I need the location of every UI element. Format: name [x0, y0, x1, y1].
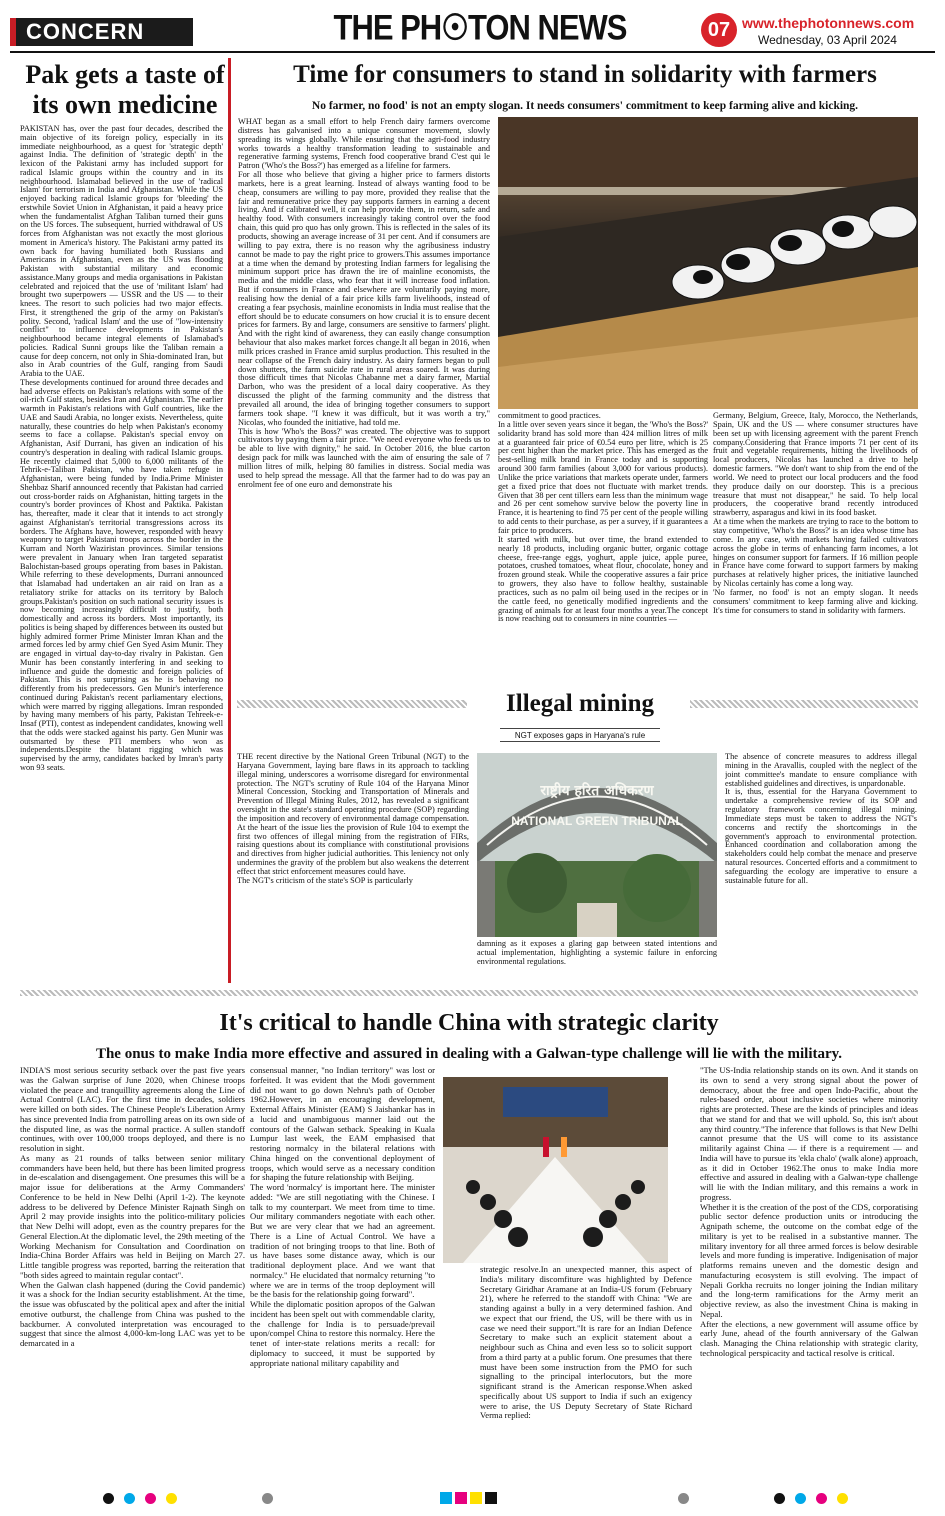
mining-top-bar-right [690, 700, 918, 708]
pak-headline: Pak gets a taste of its own medicine [25, 60, 225, 119]
mining-col-2: damning as it exposes a glaring gap between stated intentions and actual implementation, highlighting a systemic failure in enforcing environmental regulations. [477, 940, 717, 966]
farmers-col-1: WHAT began as a small effort to help French dairy farmers overcome distress has galvanised into a unique consumer movement, slowly spreading its wings globally. While ensuring that the agri-food industry works towards a healthy transformation leading to sustainable and regenerative farming systems, French food cooperative brand C'est qui le Patron ('Who's the Boss?') has emerged as a lifeline for farmers. For all those who believe that giving a higher price to farmers distorts markets, here is a great learning. Instead of always wanting food to be cheap, consumers are willing to pay more, provided they realise that the fair and remunerative price they pay supports farmers in earning a decent living. And if calibrated well, it can help provide them, in return, safe and healthy food. With consumers increasingly taking control over the food chain, this quid pro quo has only grown. This is reflected in the sales of its products, showing an average increase of 31 per cent. And if consumers are willing to pay extra, there is no reason why the agribusiness industry cannot be made to pay the right price to growers.This assumes importance at a time when the demand by protesting Indian farmers for legalising the minimum support price has drawn the ire of mainline economists, the media and the middle class, who fear that it will increase food inflation. But if consumers in France and elsewhere are voluntarily paying more, realising how the denial of a fair price kills farm livelihoods, instead of creating a fear psychosis, mainline economists in India must realise that the effort should be to educate consumers on how crucial it is to ensure decent prices for farmers. By and large, consumers are sensitive to farmers' plight. And with the right kind of awareness, they can easily change consumption behaviour that also makes market forces change.It all began in 2016, when milk prices crashed in France amid surplus production. This resulted in the near collapse of the French dairy industry. As dairy farmers began to pull down shutters, the farm suicide rate in rural areas soared. It was during those difficult times that Nicolas Chabanne met a dairy farmer, Martial Darbon, who was the president of a local dairy cooperative. As they discussed the plight of the farming community and the distress that prevailed all around, the idea of bringing together consumers to support farmers took shape. "I knew it was difficult, but it was worth a try," Nicolas, who founded the initiative, had told me. This is how 'Who's the Boss?' was created. The objective was to support cultivators by paying them a fair price. "We need everyone who feeds us to be able to live with dignity," he said. In October 2016, the blue carton design pack for milk was launched with the aim of ensuring the sale of 7 million litres of milk, helping 80 families in distress. Social media was used to help spread the message. All that the farmer had to do was pay an enrolment fee of one euro and demonstrate his [238, 118, 490, 489]
china-deck: The onus to make India more effective and assured in dealing with a Galwan-type challenge will lie with the military. [95, 1046, 843, 1062]
column-divider-red [228, 58, 231, 983]
farmers-deck: No farmer, no food' is not an empty slogan. It needs consumers' commitment to keep farming alive and kicking. [311, 100, 859, 112]
dairy-cows-photo [498, 117, 918, 409]
china-headline: It's critical to handle China with strategic clarity [219, 1010, 719, 1036]
website-link[interactable]: www.thephotonnews.com [742, 15, 915, 31]
pak-para-2: These developments continued for around three decades and had adverse effects on Pakistan's relations with some of the oil-rich Gulf states, besides Iran and Afghanistan. The earlier warmth in Pakistan's relations with Gulf countries, like the UAE and Saudi Arabia, no longer exists. Nevertheless, quite naturally, these countries do help when Pakistan's economy seems to face a collapse. Pakistan's special envoy on Afghanistan, Asif Durrani, has given an indication of his country's desperation in dealing with radical Islamic groups. He recently claimed that 5,000 to 6,000 militants of the Tehrik-e-Taliban Pakistan, who have taken refuge in Afghanistan, were being funded by India.Prime Minister Shehbaz Sharif announced recently that Pakistan had carried out cross-border raids on Afghanistan, hitting targets in the country's border provinces of Khost and Paktika. Pakistan has, thereafter, made it clear that it intends to act strongly against Afghanistan's territorial transgressions across its borders. The Afghans have, however, responded with heavy weaponry to target Pakistani troops across the border in the Kurram and North Waziristan provinces. Similar tensions were prevalent in January when Iran targeted separatist Balochistan-based groups operating from bases in Pakistan. While referring to these developments, Durrani announced that Islamabad had undertaken an air raid on Iran as a retaliatory strike for attacks on its territory by Baloch groups.Pakistan's position on such national security issues is now becoming increasingly difficult to justify, both domestically and across its borders. Most importantly, its politics is being shaped by differences between its ousted but highly admired former Prime Minister Imran Khan and the armed forces led by army chief Gen Syed Asim Munir. They are engaged in virtual day-to-day rivalry in Pakistan. Gen Munir has been constantly interfering in and seeking to influence and guide the domestic and foreign policies of Pakistan. This is not surprising as he is behaving no differently from his predecessors. Gen Munir's interference continued during Pakistan's recent parliamentary elections, which were marred by rigging allegations. Imran responded by having many members of his party, Pakistan Tehreek-e-Insaf (PTI), contest as independent candidates, knowing well that the odds were stacked against his party. Gen Munir was outsmarted by these PTI members who won as independents.Despite the blatant rigging which was supervised by the army, candidates backed by Imran's party won 93 seats. [20, 377, 223, 772]
mining-col-1: THE recent directive by the National Green Tribunal (NGT) to the Haryana Government, laying bare flaws in its approach to tackling illegal mining, underscores a worrisome disregard for environmental protection. The NGT's scrutiny of Rule 104 of the Haryana Minor Mineral Concession, Stocking and Transportation of Minerals and Prevention of Illegal Mining Rules, 2012, has revealed a significant oversight in the state's standard operating procedure (SOP) regarding the imposition and recovery of environmental damage compensation. At the heart of the issue lies the provision of Rule 104 to exempt the first two offences of illegal mining from the registration of FIRs, raising questions about its compliance with constitutional provisions and directives from higher judicial authorities. This leniency not only undermines the gravity of the problem but also weakens the deterrent effect that strict enforcement measures could have. The NGT's criticism of the state's SOP is particularly [237, 753, 469, 885]
mining-top-bar-left [237, 700, 467, 708]
meeting-illustration [443, 1077, 668, 1263]
mining-headline: Illegal mining [506, 690, 654, 717]
registration-dot [103, 1493, 114, 1504]
ngt-sign-english: NATIONAL GREEN TRIBUNAL [511, 814, 683, 828]
ngt-sign-hindi: राष्ट्रीय हरित अधिकरण [540, 783, 654, 799]
cows-illustration [498, 117, 918, 409]
registration-square [470, 1492, 482, 1504]
section-tag: CONCERN [10, 18, 193, 46]
china-col-3: strategic resolve.In an unexpected manner, this aspect of India's military discomfiture was highlighted by Defence Secretary Giridhar Aramane at an India-US forum (February 21), where he referred to the standoff with China: "We are standing against a bully in a very determined fashion. And we expect that our friend, the US, will be there with us in case we need their support."It is rare for an Indian Defence Secretary to make such an explicit statement about a neighbour such as China and even less so to solicit support from a third party at a public forum. One presumes that there must have been some instruction from the PMO for such signalling to the principal interlocutors, but the more significant strand is the American response.When asked specifically about US support to India if such an exigency were to arise, the US Deputy Secretary of State Richard Verma replied: [480, 1265, 692, 1421]
china-col-4: "The US-India relationship stands on its own. And it stands on its own to send a very strong signal about the power of democracy, about the free and open Indo-Pacific, about the rules-based order, about inclusive societies where minority rights are protected. These are the kinds of principles and ideas that we stand for and that we will uphold. So, this isn't about any third country."The inference that follows is that New Delhi cannot presume that the US will come to its assistance militarily against China — if there is a requirement — and India will have to pursue its 'ekla chalo' (walk alone) approach, as it did in October 1962.The onus to make India more effective and assured in dealing with a Galwan-type challenge will lie with the Indian military, and this remains a work in progress. Whether it is the creation of the post of the CDS, corporatising public sector defence production units or introducing the Agnipath scheme, the outcome on the combat edge of the military is yet to be realised in a substantive manner. The military inventory for all three armed forces is below desirable levels and more funding is imperative. Indigenisation of major platforms remains uneven and the domestic design and manufacturing ecosystem is still evolving. The impact of Nepali Gorkha recruits no longer joining the Indian military and the long-term ramifications for the Army merit an objective review, as also the investment China is making in Nepal. After the elections, a new government will assume office by early June, ahead of the fourth anniversary of the Galwan clash. Managing the China relationship with strategic clarity, technological perspicacity and tactical resolve is critical. [700, 1066, 918, 1358]
china-col-1: INDIA'S most serious security setback over the past five years was the Galwan surprise of June 2020, when Chinese troops violated the peace and tranquillity agreements along the Line of Actual Control (LAC). For the first time in decades, soldiers were killed on both sides. The Chinese People's Liberation Army has since prevented India from patrolling areas on its own side of the disputed line, as was the normal practice. A sullen standoff continues, with over 100,000 troops deployed, and there is no resolution in sight. As many as 21 rounds of talks between senior military commanders have been held, but there has been limited progress in de-escalation and disengagement. One presumes this will be a major issue for deliberations at the Army Commanders' Conference to be held in New Delhi (April 1-2). The keynote address to be delivered by Defence Minister Rajnath Singh on April 2 may provide insights into the politico-military policies that New Delhi will adopt, even as the country prepares for the General Election.At the diplomatic level, the 29th meeting of the Working Mechanism for Consultation and Coordination on India-China Border Affairs was held in Beijing on March 27. Little tangible progress was reported, barring the reiteration that "both sides agreed to maintain regular contact". When the Galwan clash happened (during the Covid pandemic) it was a shock for the Indian security establishment. At the time, the issue was obfuscated by the political apex and after the initial emotive outburst, the challenge from China was pushed to the backburner. A convoluted interpretation was encouraged to suggest that since the almost 4,000-km-long LAC was yet to be demarcated in a [20, 1066, 245, 1348]
mining-col-3: The absence of concrete measures to address illegal mining in the Aravallis, coupled with the neglect of the joint committee's mandate to ensure compliance with established guidelines and directives, is unpardonable. It is, thus, essential for the Haryana Government to undertake a comprehensive review of its SOP and regulatory framework concerning illegal mining. Immediate steps must be taken to address the NGT's concerns and rectify the shortcomings in the government's approach to environmental protection. Enhanced coordination and collaboration among the stakeholders could help combat the menace and preserve natural resources. Concerted efforts and a commitment to safeguarding the ecology are imperative to ensure a sustainable future for all. [725, 753, 917, 885]
issue-date: Wednesday, 03 April 2024 [758, 33, 897, 47]
registration-dot [124, 1493, 135, 1504]
registration-dot [262, 1493, 273, 1504]
india-china-meeting-photo [443, 1077, 668, 1263]
mining-subhead: NGT exposes gaps in Haryana's rule [500, 728, 660, 742]
registration-dot [795, 1493, 806, 1504]
masthead-rule [10, 51, 935, 53]
registration-square [455, 1492, 467, 1504]
registration-dot [166, 1493, 177, 1504]
china-top-bar [20, 990, 918, 996]
farmers-col-3: Germany, Belgium, Greece, Italy, Morocco, the Netherlands, Spain, UK and the US — where consumer structures have been set up with licensing agreement with the parent French company.Considering that France imports 71 per cent of its fruit and vegetable requirements, hitting the livelihoods of local producers, Nicolas has launched a drive to help domestic farmers. "We don't want to ship from the end of the world. We need to protect our local producers and the food they produce daily on our doorstep. This is a precious treasure that must not disappear," he said. To help local producers, the cooperative brand recently introduced strawberry, asparagus and kiwi in its food basket. At a time when the markets are trying to race to the bottom to stay competitive, 'Who's the Boss?' is an idea whose time has come. In any case, with markets having failed cultivators across the globe in terms of enhancing farm incomes, a lot hinges on consumer support for farmers. If 16 million people in France have come forward to support farmers by making purchases at relatively higher prices, the initiative launched by Nicolas certainly has come a long way. 'No farmer, no food' is not an empty slogan. It needs consumers' commitment to keep farming alive and kicking. It's time for consumers to stand in solidarity with farmers. [713, 412, 918, 615]
china-col-2: consensual manner, "no Indian territory" was lost or forfeited. It was evident that the Modi government did not want to go down Nehru's path of October 1962.However, in an encouraging development, External Affairs Minister (EAM) S Jaishankar has in a lucid and unambiguous manner laid out the contours of the Galwan setback. Speaking in Kuala Lumpur last week, the EAM emphasised that restoring normalcy in the bilateral relations with China hinged on the conventional deployment of troops, which would serve as a necessary condition for shaping the future relationship with Beijing. The word 'normalcy' is important here. The minister added: "We are still negotiating with the Chinese. I talk to my counterpart. We meet from time to time. Our military commanders negotiate with each other. But we are very clear that we had an agreement. There is a Line of Actual Control. We have a tradition of not bringing troops to that line. Both of us have bases some distance away, which is our traditional deployment place. And we want that normalcy." He elucidated that normalcy returning "to where we are in terms of the troop deployment will be the basis for the relationship going forward". While the diplomatic position apropos of the Galwan incident has been spelt out with commendable clarity, the challenge for India is to persuade/prevail upon/compel China to restore this normalcy. Here the tenet of inter-state relations merits a recall: for diplomacy to succeed, it must be supported by appropriate national military capability and [250, 1066, 435, 1368]
page-number: 07 [701, 13, 737, 47]
farmers-col-2: commitment to good practices. In a little over seven years since it began, the 'Who's the Boss?' solidarity brand has sold more than 424 million litres of milk at a guaranteed fair price of €0.54 euro per litre, which is 25 per cent higher than the market price. This has emerged as the best-selling milk brand in France today and is supporting around 300 farm families (about 3,000 for various products). Unlike the price variations that markets operate under, farmers get a fixed price that does not fluctuate with market trends. Given that 38 per cent tillers earn less than the minimum wage and 26 per cent somehow survive below the poverty line in France, it is heartening to find 75 per cent of the people willing to add cents to their purchase, as per a survey, if it guarantees a fair price to producers. It started with milk, but over time, the brand extended to nearly 18 products, including organic butter, organic cottage cheese, free-range eggs, yoghurt, apple juice, apple puree, potatoes, crushed tomatoes, wheat flour, chocolate, honey and frozen ground steak. While the cooperative assures a fair price to growers, they also have to follow healthy, sustainable practices, such as no palm oil being used in the recipes or in the cattle feed, no genetically modified ingredients and the grazing of animals for at least four months a year.The concept is now reaching out to consumers in nine countries — [498, 412, 708, 624]
registration-square [485, 1492, 497, 1504]
farmers-headline: Time for consumers to stand in solidarity with farmers [293, 61, 877, 88]
ngt-illustration [477, 753, 717, 937]
registration-dot [837, 1493, 848, 1504]
registration-dot [774, 1493, 785, 1504]
registration-dot [145, 1493, 156, 1504]
newspaper-name: THE PH☉TON NEWS [333, 7, 627, 48]
registration-dot [816, 1493, 827, 1504]
masthead [0, 0, 945, 52]
ngt-building-photo [477, 753, 717, 937]
registration-square [440, 1492, 452, 1504]
registration-dot [678, 1493, 689, 1504]
pak-article-body [20, 125, 223, 983]
pak-para-1: PAKISTAN has, over the past four decades, described the main objective of its foreign policy, especially in its immediate neighbourhood, as a quest for 'strategic depth' against India. The definition of 'strategic depth' in the lexicon of the Pakistani army has included support for radical Islamic groups within the country and in its neighbourhood. Islamabad believed in the use of 'radical Islam' for terrorism in India and Afghanistan. While the US enjoyed backing radical Islamic groups for 'bleeding' the erstwhile Soviet Union in Afghanistan, it paid a heavy price when the fundamentalist Afghan Taliban turned their guns on the US forces. The subsequent, hurried withdrawal of US forces from Afghanistan was not exactly the most glorious moment in America's history. The Pakistani army patted its own back for having humiliated both Russians and Americans in Afghanistan, even as the US was flooding Pakistan with substantial military and economic assistance.Many groups and media organisations in Pakistan celebrated and rejoiced that the use of 'militant Islam' had brought two superpowers — USSR and the US — to their knees. The resort to such policies had two major effects. First, it strengthened the grip of the army on Pakistan's polity. Second, 'radical Islam' and the use of "low-intensity conflict" to influence developments in Pakistan's neighbourhood became integral elements of Islamabad's policies. Radical Sunni groups like the Taliban remain a cause for deep concern, not only in Shia-dominated Iran, but also in Arab countries of the Gulf, ranging from Saudi Arabia to the UAE. [20, 125, 223, 378]
